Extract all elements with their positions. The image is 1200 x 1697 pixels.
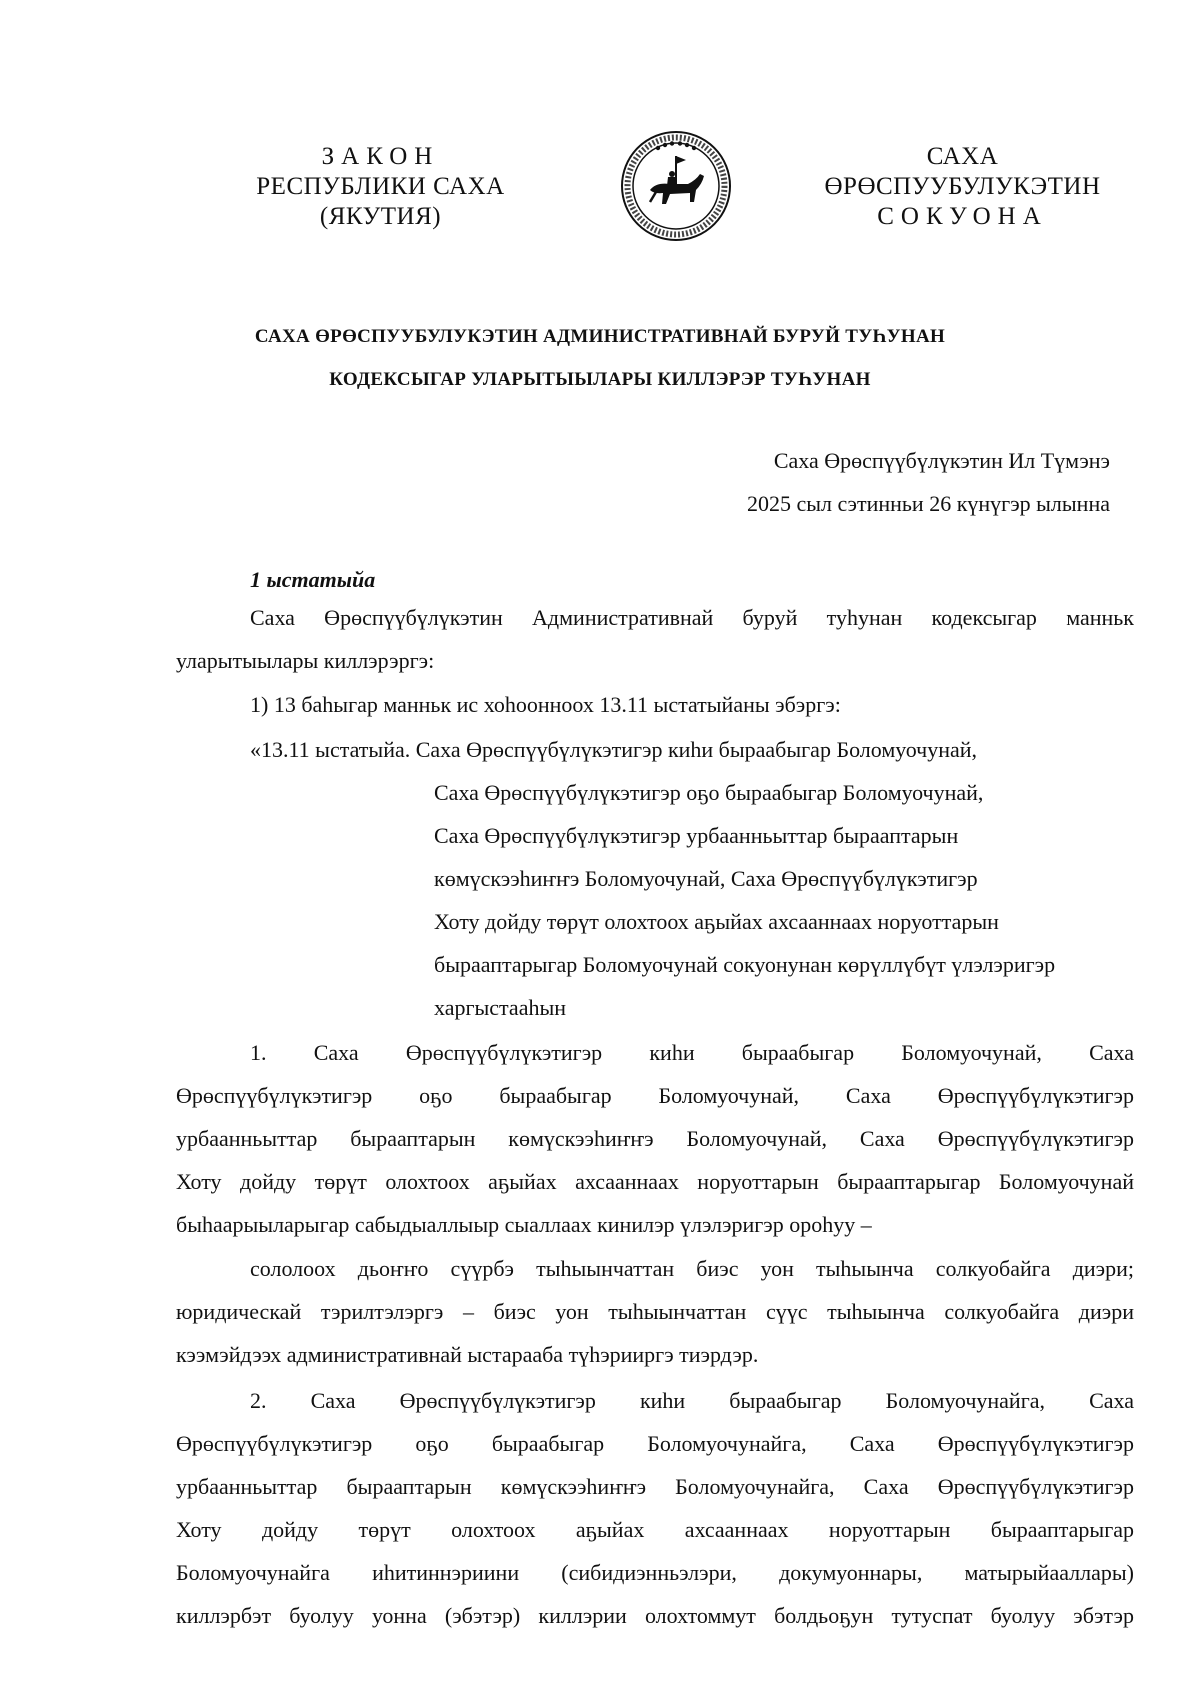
intro-line: уларытыылары киллэрэргэ: xyxy=(176,648,435,673)
header-republic-name-sakha: САХА ӨРӨСПУУБУЛУКЭТИН xyxy=(824,143,1101,200)
paragraph-1-line: Хоту дойду төрүт олохтоох аҕыйах ахсааннаах норуоттарын бырааптарыгар Боломуочунай xyxy=(176,1169,1134,1194)
article-13-11-line: Саха Өрөспүүбүлүкэтигэр оҕо быраабыгар Боломуочунай, xyxy=(434,780,984,805)
item-1: 1) 13 баһыгар манньк ис хоһоонноох 13.11 ыстатыйаны эбэргэ: xyxy=(250,692,841,717)
paragraph-2-line: урбаанньыттар бырааптарын көмүскээһиҥҥэ Боломуочунайга, Саха Өрөспүүбүлүкэтигэр xyxy=(176,1474,1134,1499)
article-13-11-line: Саха Өрөспүүбүлүкэтигэр урбаанньыттар бырааптарын xyxy=(434,823,959,848)
paragraph-1-line: 1. Саха Өрөспүүбүлүкэтигэр киһи быраабыгар Боломуочунай, Саха xyxy=(250,1040,1134,1065)
article-13-11-line: харгыстааһын xyxy=(434,995,567,1020)
paragraph-1-line: урбаанньыттар бырааптарын көмүскээһиҥҥэ Боломуочунай, Саха Өрөспүүбүлүкэтигэр xyxy=(176,1126,1134,1151)
paragraph-2-line: Боломуочунайга иһитиннэриини (сибидиэнньэлэри, докумуоннары, матырыйааллары) xyxy=(176,1560,1134,1585)
paragraph-2-line: 2. Саха Өрөспүүбүлүкэтигэр киһи быраабыгар Боломуочунайга, Саха xyxy=(250,1388,1134,1413)
header-left-russian xyxy=(208,142,553,232)
article-13-11-line: «13.11 ыстатыйа. Саха Өрөспүүбүлүкэтигэр киһи быраабыгар Боломуочунай, xyxy=(250,737,978,762)
header-right-sakha xyxy=(790,142,1135,232)
header-law-word-sakha: СОКУОНА xyxy=(877,203,1048,230)
header-law-word: ЗАКОН xyxy=(321,143,440,170)
paragraph-2-line: киллэрбэт буолуу уонна (эбэтэр) киллэрии олохтоммут болдьоҕун тутуспат буолуу эбэтэр xyxy=(176,1603,1134,1628)
intro-line: Саха Өрөспүүбүлүкэтин Административнай буруй туһунан кодексыгар манньк xyxy=(250,605,1134,630)
sakha-coat-of-arms-emblem xyxy=(620,130,732,242)
penalty-line: кээмэйдээх административнай ыстарааба түһэрииргэ тиэрдэр. xyxy=(176,1342,759,1367)
adopted-by: Саха Өрөспүүбүлүкэтин Ил Түмэнэ xyxy=(773,448,1110,473)
article-13-11-line: бырааптарыгар Боломуочунай сокуонунан көрүллүбүт үлэлэригэр xyxy=(434,952,1056,977)
header-republic-name: РЕСПУБЛИКИ САХА (ЯКУТИЯ) xyxy=(256,173,505,230)
paragraph-1-line: Өрөспүүбүлүкэтигэр оҕо быраабыгар Боломуочунай, Саха Өрөспүүбүлүкэтигэр xyxy=(176,1083,1134,1108)
article-13-11-line: Хоту дойду төрүт олохтоох аҕыйах ахсааннаах норуоттарын xyxy=(434,909,999,934)
document-title-line2: КОДЕКСЫГАР УЛАРЫТЫЫЛАРЫ КИЛЛЭРЭР ТУҺУНАН xyxy=(329,369,871,390)
adoption-date: 2025 сыл сэтинньи 26 күнүгэр ылынна xyxy=(746,491,1110,516)
paragraph-2-line: Өрөспүүбүлүкэтигэр оҕо быраабыгар Боломуочунайга, Саха Өрөспүүбүлүкэтигэр xyxy=(176,1431,1134,1456)
article-13-11-line: көмүскээһиҥҥэ Боломуочунай, Саха Өрөспүүбүлүкэтигэр xyxy=(434,866,978,891)
paragraph-1-line: быһаарыыларыгар сабыдыаллыыр сыаллаах кинилэр үлэлэригэр ороһуу – xyxy=(176,1212,872,1237)
document-title-line1: САХА ӨРӨСПУУБУЛУКЭТИН АДМИНИСТРАТИВНАЙ БУРУЙ ТУҺУНАН xyxy=(254,326,946,347)
paragraph-2-line: Хоту дойду төрүт олохтоох аҕыйах ахсааннаах норуоттарын бырааптарыгар xyxy=(176,1517,1134,1542)
article-heading: 1 ыстатыйа xyxy=(250,567,376,592)
penalty-line: сололоох дьоҥҥо сүүрбэ тыһыынчаттан биэс уон тыһыынча солкуобайга диэри; xyxy=(250,1256,1134,1281)
penalty-line: юридическай тэрилтэлэргэ – биэс уон тыһыынчаттан сүүс тыһыынча солкуобайга диэри xyxy=(176,1299,1134,1324)
